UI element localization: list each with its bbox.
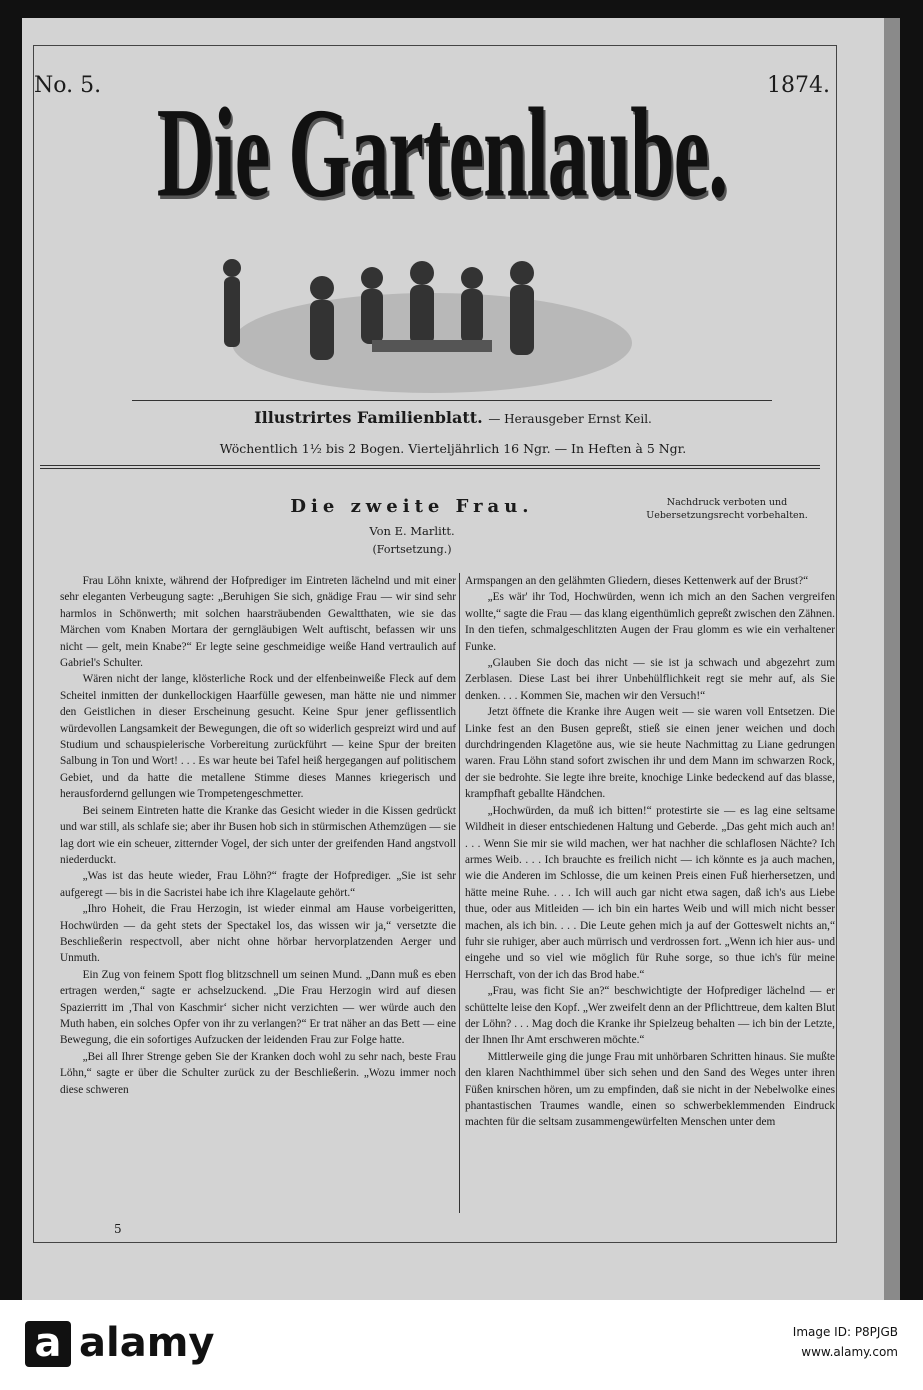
article-author: Von E. Marlitt.	[369, 524, 455, 538]
header-double-rule-2	[40, 468, 820, 469]
copyright-notice: Nachdruck verboten und Uebersetzungsrecht vorbehalten.	[646, 497, 808, 521]
image-info	[793, 1322, 898, 1362]
header-rule	[132, 400, 772, 401]
publisher: — Herausgeber Ernst Keil.	[488, 412, 652, 426]
masthead-illustration	[172, 228, 692, 398]
continuation-note: (Fortsetzung.)	[372, 543, 452, 556]
paragraph: „Hochwürden, da muß ich bitten!“ protestirte sie — es lag eine seltsame Wildheit in dieser entschiedenen Haltung und Geberde. „Das geht mich auch an! . . . Wenn Sie mir sie wild machen, wer hat nachher die schlaflosen Nächte? Ich armes Weib. . . . Ich brauchte es freilich nicht — ich könnte es ja auch machen, wie die Anderen im Schlosse, die um keinen Preis einen Fuß hierhersetzen, und hätte meine Ruhe. . . . Ich will auch gar nicht etwa sagen, daß ich's aus Liebe thue, oder aus Mitleiden — ich bin ein hartes Weib und will mich nicht besser machen, als ich bin. . . . Die Leute gehen mich ja auf der Gotteswelt nichts an,“ fuhr sie ruhiger, aber auch mürrisch und verdrossen fort. „Wenn ich hier aus- und eingehe und so viel wie möglich für Ruhe sorge, so thue ich's für meine Herrschaft, von der ich das Brod habe.“	[465, 804, 835, 981]
subscription-terms: Wöchentlich 1½ bis 2 Bogen. Vierteljährlich 16 Ngr. — In Heften à 5 Ngr.	[219, 441, 687, 456]
paragraph: Bei seinem Eintreten hatte die Kranke das Gesicht wieder in die Kissen gedrückt und war still, als schlafe sie; aber ihr Busen hob sich in stürmischen Athemzügen — sie lag dort wie ein scheuer, zitternder Vogel, der sich unter der greifenden Hand angstvoll niederduckt.	[60, 804, 456, 866]
watermark-url: www.alamy.com	[801, 1345, 898, 1359]
paragraph: „Bei all Ihrer Strenge geben Sie der Kranken doch wohl zu sehr nach, beste Frau Löhn,“ sagte er über die Schulter zurück zu der Beschließerin. „Wozu immer noch diese schweren	[60, 1050, 456, 1096]
masthead-title: Die Gartenlaube.	[156, 83, 728, 225]
paragraph: Frau Löhn knixte, während der Hofprediger im Eintreten lächelnd und mit einer sehr eleganten Verbeugung sagte: „Beruhigen Sie sich, gnädige Frau — wir sind sehr harmlos in Schönwerth; mit solchen haarsträubenden Gewaltthaten, wie sie das Märchen vom Knaben Mortara der gerngläubigen Welt auftischt, befassen wir uns nicht — gelt, mein Knabe?“ Er legte seine geschmeidige weiße Hand vertraulich auf Gabriel's Schulter.	[60, 575, 456, 670]
paragraph: „Ihro Hoheit, die Frau Herzogin, ist wieder einmal am Hause vorbeigeritten, Hochwürden — da geht stets der Spectakel los, das wissen wir ja,“ versetzte die Beschließerin respectvoll, aber nicht ohne hörbar hervorplatzenden Aerger und Unmuth.	[60, 903, 456, 965]
paragraph: Mittlerweile ging die junge Frau mit unhörbaren Schritten hinaus. Sie mußte den klaren Nachthimmel über sich sehen und den Sand des Weges unter ihren Füßen knirschen hören, um zu empfinden, daß sie nicht in der Nebelwolke eines phantastischen Traumes wandle, einen so schwerbeklemmenden Eindruck machten für die seltsam zusammengewürfelten Menschen unter dem	[465, 1050, 835, 1129]
watermark-band	[0, 1300, 923, 1390]
paragraph: „Frau, was ficht Sie an?“ beschwichtigte der Hofprediger lächelnd — er schüttelte leise den Kopf. „Wer zweifelt denn an der Pflichttreue, dem kalten Blut der Löhn? . . . Mag doch die Kranke ihr Spielzeug behalten — ich bin der Letzte, der Ihnen Ihr Amt erschweren möchte.“	[465, 985, 835, 1047]
paragraph: „Was ist das heute wieder, Frau Löhn?“ fragte der Hofprediger. „Sie ist sehr aufgeregt — bis in die Sacristei habe ich ihre Klagelaute gehört.“	[60, 870, 456, 899]
alamy-logo	[25, 1320, 214, 1367]
paragraph: Jetzt öffnete die Kranke ihre Augen weit — sie waren voll Entsetzen. Die Linke fest an den Busen gepreßt, stieß sie einen jener weichen und doch durchdringenden Klagetöne aus, wie sie heute Nachmittag zu Liane gedrungen waren. Frau Löhn stand sofort zwischen ihr und dem Mann im schwarzen Rock, der sie bedrohte. Sie legte ihre breite, knochige Linke bedeckend auf das blasse, krampfhaft geballte Händchen.	[465, 706, 835, 801]
image-id: Image ID: P8PJGB	[792, 1325, 898, 1339]
page-number: 5	[114, 1222, 122, 1236]
subtitle: Illustrirtes Familienblatt.	[254, 408, 483, 427]
page-edge	[884, 18, 900, 1300]
column-divider	[459, 573, 460, 1213]
paragraph: Armspangen an den gelähmten Gliedern, dieses Kettenwerk auf der Brust?“	[465, 575, 809, 587]
right-column	[465, 573, 835, 1131]
logo-text: alamy	[79, 1320, 215, 1366]
alamy-mark-icon: a	[25, 1321, 71, 1367]
issue-year: 1874.	[767, 73, 830, 98]
left-column	[60, 573, 456, 1098]
paragraph: Ein Zug von feinem Spott flog blitzschnell um seinen Mund. „Dann muß es eben ertragen werden,“ sagte er achselzuckend. „Die Frau Herzogin wird auf diesen Spazierritt im ‚Thal von Kaschmir‘ sicher nicht verzichten — wer würde auch den Muth haben, ein solches Opfer von ihr zu verlangen?“ Er trat näher an das Bett — eine Bewegung, die ein sofortiges Aufzucken der leidenden Frau zur Folge hatte.	[60, 968, 456, 1047]
masthead-subtitle	[22, 408, 884, 427]
issue-number: No. 5.	[34, 73, 102, 98]
article-title: Die zweite Frau.	[290, 496, 534, 517]
paragraph: Wären nicht der lange, klösterliche Rock und der elfenbeinweiße Fleck auf dem Scheitel inmitten der dunkellockigen Haarfülle gewesen, man hätte nie und nimmer den Geistlichen in dieser Erscheinung gesucht. Keine Spur jener geflissentlich würdevollen Langsamkeit der Bewegungen, die oft so widerlich gespreizt wird und auf Studium und schauspielerische Vorbereitung zurückführt — keine Spur der breiten Salbung in Ton und Wort! . . . Es war heute bei Tafel heiß hergegangen auf politischem Gebiet, und da hatte die metallene Stimme dieses Mannes kriegerisch und herausfordernd gellungen wie Trompetengeschmetter.	[60, 673, 456, 801]
paragraph: „Glauben Sie doch das nicht — sie ist ja schwach und abgezehrt zum Zerblasen. Diese Last bei ihrer Unbehülflichkeit regt sie mehr auf, als Sie denken. . . . Kommen Sie, machen wir den Versuch!“	[465, 657, 835, 702]
newspaper-page	[22, 18, 884, 1300]
paragraph: „Es wär' ihr Tod, Hochwürden, wenn ich mich an den Sachen vergreifen wollte,“ sagte die Frau — das klang eigenthümlich gepreßt zwischen den Zähnen. In den tiefen, schmalgeschlitzten Augen der Frau glomm es wie ein verhaltener Funke.	[465, 591, 835, 653]
header-double-rule	[40, 465, 820, 466]
